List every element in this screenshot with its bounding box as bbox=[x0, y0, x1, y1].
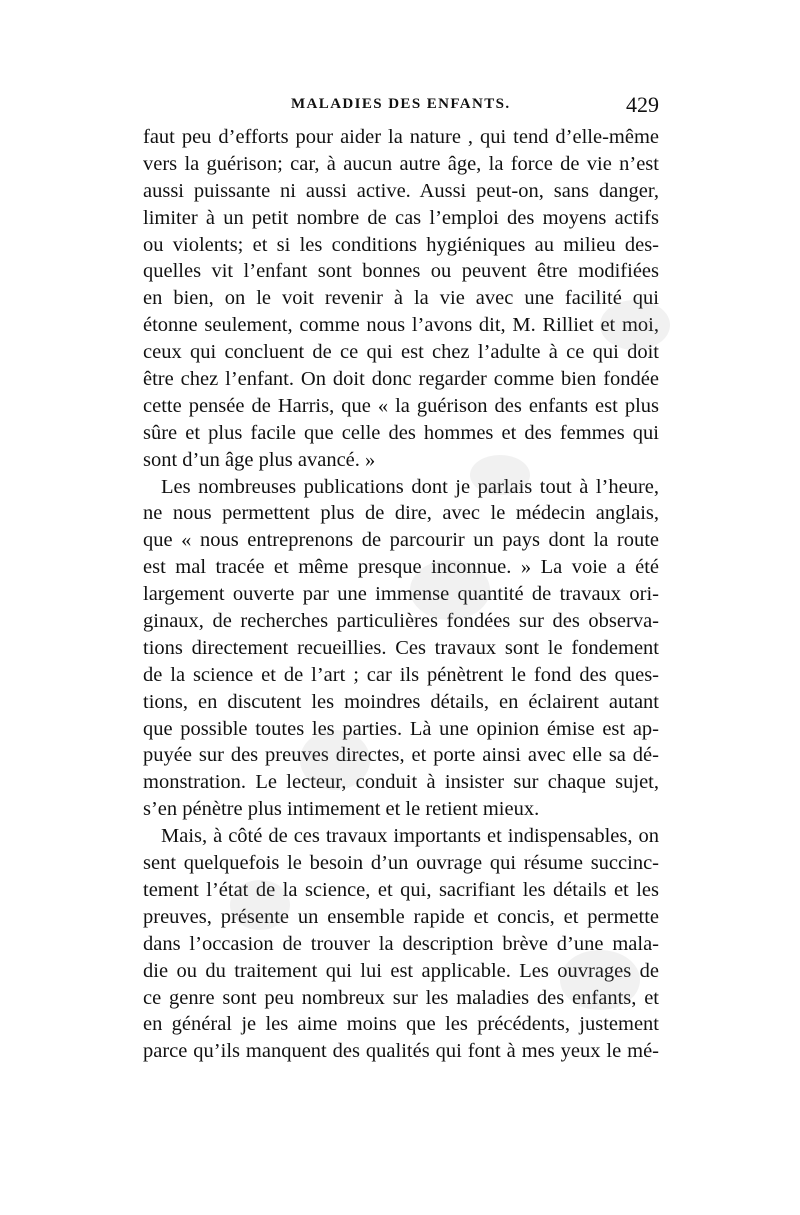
text-line: limiter à un petit nombre de cas l’emploi des moyens actifs bbox=[143, 206, 659, 229]
text-line: de la science et de l’art ; car ils pénètrent le fond des ques- bbox=[143, 663, 659, 686]
text-line: ginaux, de recherches particulières fondées sur des observa- bbox=[143, 610, 659, 633]
paragraph-3 bbox=[143, 823, 659, 1065]
page-header bbox=[143, 92, 659, 122]
text-line: que « nous entreprenons de parcourir un pays dont la route bbox=[143, 529, 659, 552]
text-line: s’en pénètre plus intimement et le retient mieux. bbox=[143, 798, 540, 821]
text-line: parce qu’ils manquent des qualités qui font à mes yeux le mé- bbox=[143, 1040, 659, 1063]
text-line: tions directement recueillies. Ces travaux sont le fondement bbox=[143, 636, 659, 659]
text-line: aussi puissante ni aussi active. Aussi peut-on, sans danger, bbox=[143, 179, 659, 202]
text-line: sent quelquefois le besoin d’un ouvrage qui résume succinc- bbox=[143, 852, 659, 875]
text-line: die ou du traitement qui lui est applicable. Les ouvrages de bbox=[143, 959, 659, 982]
paragraph-1 bbox=[143, 124, 659, 474]
text-line: être chez l’enfant. On doit donc regarder comme bien fondée bbox=[143, 368, 659, 391]
text-line: Mais, à côté de ces travaux importants et indispensables, on bbox=[161, 825, 659, 848]
text-line: faut peu d’efforts pour aider la nature , qui tend d’elle-même bbox=[143, 126, 659, 148]
text-line: en bien, on le voit revenir à la vie avec une facilité qui bbox=[143, 287, 659, 310]
running-title: MALADIES DES ENFANTS. bbox=[291, 96, 511, 112]
text-line: sont d’un âge plus avancé. » bbox=[143, 448, 376, 471]
text-line: Les nombreuses publications dont je parlais tout à l’heure, bbox=[161, 475, 659, 498]
text-line: puyée sur des preuves directes, et porte ainsi avec elle sa dé- bbox=[143, 744, 659, 767]
text-line: vers la guérison; car, à aucun autre âge, la force de vie n’est bbox=[143, 152, 659, 175]
text-line: tement l’état de la science, et qui, sacrifiant les détails et les bbox=[143, 878, 659, 901]
text-line: preuves, présente un ensemble rapide et concis, et permette bbox=[143, 905, 659, 928]
body-text bbox=[143, 124, 659, 1065]
text-line: monstration. Le lecteur, conduit à insister sur chaque sujet, bbox=[143, 771, 659, 794]
text-line: cette pensée de Harris, que « la guérison des enfants est plus bbox=[143, 394, 659, 417]
text-line: est mal tracée et même presque inconnue. » La voie a été bbox=[143, 556, 659, 579]
text-line: étonne seulement, comme nous l’avons dit, M. Rilliet et moi, bbox=[143, 314, 659, 337]
text-line: que possible toutes les parties. Là une opinion émise est ap- bbox=[143, 717, 659, 740]
text-line: sûre et plus facile que celle des hommes et des femmes qui bbox=[143, 421, 659, 444]
text-line: largement ouverte par une immense quantité de travaux ori- bbox=[143, 583, 659, 606]
text-line: en général je les aime moins que les précédents, justement bbox=[143, 1013, 659, 1036]
text-line: ne nous permettent plus de dire, avec le médecin anglais, bbox=[143, 502, 659, 525]
text-line: ce genre sont peu nombreux sur les maladies des enfants, et bbox=[143, 986, 659, 1009]
text-line: tions, en discutent les moindres détails, en éclairent autant bbox=[143, 690, 659, 713]
text-line: ceux qui concluent de ce qui est chez l’adulte à ce qui doit bbox=[143, 341, 659, 364]
text-line: dans l’occasion de trouver la description brève d’une mala- bbox=[143, 932, 659, 955]
text-line: ou violents; et si les conditions hygiéniques au milieu des- bbox=[143, 233, 659, 256]
page-number: 429 bbox=[626, 92, 659, 117]
paragraph-2 bbox=[143, 474, 659, 824]
text-line: quelles vit l’enfant sont bonnes ou peuvent être modifiées bbox=[143, 260, 659, 283]
